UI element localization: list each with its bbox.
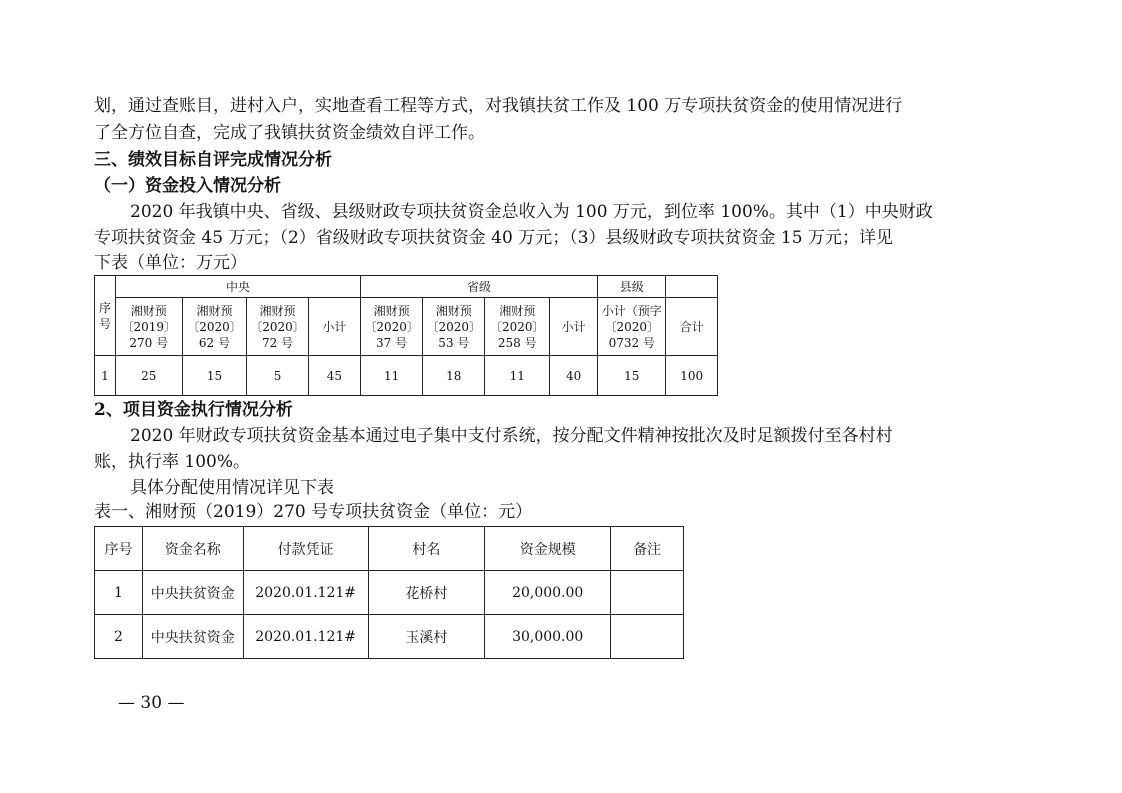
alloc-header: 序号 [95,527,143,571]
allocation-table [94,526,684,659]
alloc-cell: 20,000.00 [485,571,611,615]
alloc-cell [611,615,684,659]
alloc-header: 村名 [368,527,485,571]
alloc-header: 备注 [611,527,684,571]
alloc-cell: 2 [95,615,143,659]
budget-cell: 5 [247,356,308,396]
budget-cell: 1 [95,356,116,396]
alloc-cell: 花桥村 [368,571,485,615]
budget-cell: 11 [485,356,550,396]
alloc-cell: 2020.01.121# [243,615,368,659]
paragraph-line: 划，通过查账目，进村入户，实地查看工程等方式，对我镇扶贫工作及 100 万专项扶贫资金的使用情况进行 [94,96,903,116]
paragraph-line: 了全方位自查，完成了我镇扶贫资金绩效自评工作。 [94,123,485,143]
alloc-cell [611,571,684,615]
budget-col-header: 湘财预〔2020〕53 号 [423,298,485,356]
paragraph-line: 账，执行率 100%。 [94,452,251,472]
alloc-header: 付款凭证 [243,527,368,571]
budget-cell: 11 [361,356,423,396]
alloc-cell: 1 [95,571,143,615]
budget-group-central: 中央 [115,276,360,298]
subsection-heading: （一）资金投入情况分析 [94,176,281,196]
table-row [95,615,684,659]
alloc-header: 资金名称 [142,527,243,571]
budget-cell: 100 [666,356,718,396]
alloc-cell: 2020.01.121# [243,571,368,615]
budget-cell: 15 [182,356,247,396]
budget-empty-cell [666,276,718,298]
budget-col-header: 合计 [666,298,718,356]
paragraph-line: 2020 年财政专项扶贫资金基本通过电子集中支付系统，按分配文件精神按批次及时足额拨付至各村村 [130,426,893,446]
paragraph-line: 专项扶贫资金 45 万元；（2）省级财政专项扶贫资金 40 万元；（3）县级财政专项扶贫资金 15 万元；详见 [94,228,893,248]
budget-col-header: 湘财预〔2020〕62 号 [182,298,247,356]
budget-group-provincial: 省级 [361,276,598,298]
budget-cell: 25 [115,356,182,396]
alloc-cell: 30,000.00 [485,615,611,659]
paragraph-line: 下表（单位：万元） [94,253,247,273]
budget-col-header: 湘财预〔2020〕72 号 [247,298,308,356]
budget-group-county: 县级 [598,276,666,298]
table-caption: 表一、湘财预（2019）270 号专项扶贫资金（单位：元） [94,502,533,522]
budget-col-header: 湘财预〔2020〕37 号 [361,298,423,356]
budget-col-header: 小计（预字〔2020〕0732 号 [598,298,666,356]
budget-col-header: 湘财预〔2020〕258 号 [485,298,550,356]
table-row [95,356,718,396]
alloc-cell: 中央扶贫资金 [142,615,243,659]
alloc-header: 资金规模 [485,527,611,571]
budget-cell: 40 [550,356,598,396]
page-number: — 30 — [118,693,185,713]
budget-col-header: 小计 [308,298,360,356]
budget-cell: 18 [423,356,485,396]
budget-col-header: 湘财预〔2019〕270 号 [115,298,182,356]
budget-cell: 45 [308,356,360,396]
alloc-cell: 中央扶贫资金 [142,571,243,615]
budget-col-header: 小计 [550,298,598,356]
alloc-cell: 玉溪村 [368,615,485,659]
paragraph-line: 2020 年我镇中央、省级、县级财政专项扶贫资金总收入为 100 万元，到位率 100%。其中（1）中央财政 [130,202,933,222]
table-row [95,571,684,615]
budget-seq-header: 序号 [95,276,116,356]
section-heading: 三、绩效目标自评完成情况分析 [94,150,332,170]
budget-cell: 15 [598,356,666,396]
paragraph-line: 具体分配使用情况详见下表 [130,478,334,498]
subsection-heading: 2、项目资金执行情况分析 [94,400,293,420]
budget-table [94,275,718,396]
table-header-row [95,527,684,571]
